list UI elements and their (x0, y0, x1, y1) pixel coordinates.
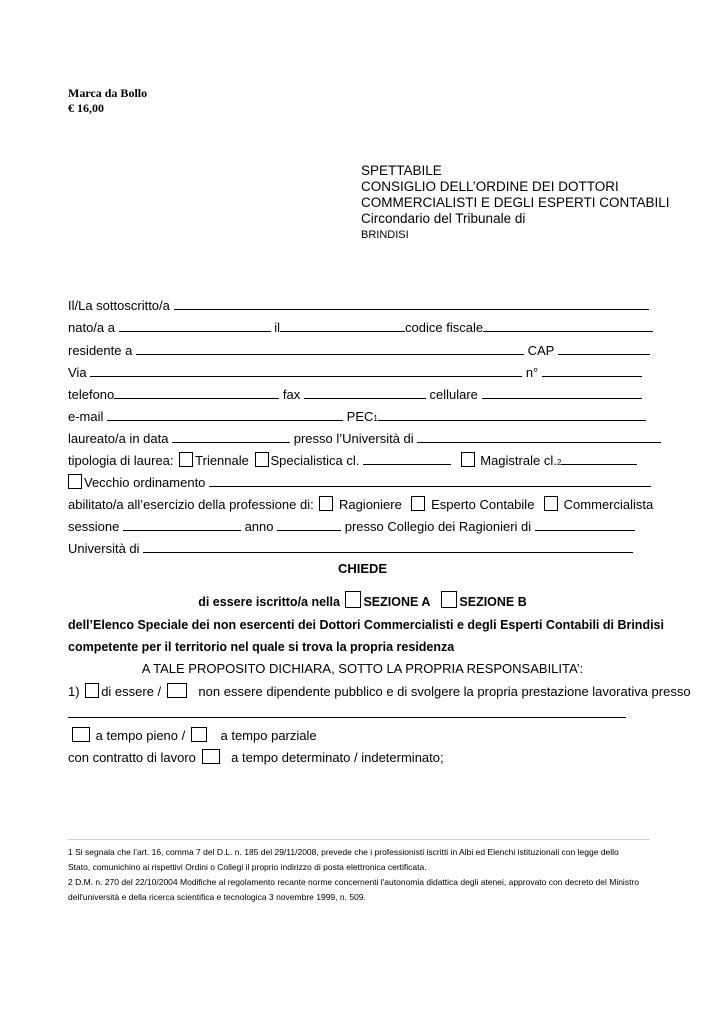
label-cellulare: cellulare (429, 387, 478, 402)
item1-number: 1) (68, 684, 80, 699)
row-sessione (68, 518, 635, 535)
elenco-line-1: dell’Elenco Speciale dei non esercenti dei Dottori Commercialisti e degli Esperti Contabili di Brindisi (68, 618, 664, 632)
label-magistrale: Magistrale cl. (480, 453, 557, 468)
field-data-laurea[interactable] (172, 430, 290, 443)
label-iscritto: di essere iscritto/a nella (198, 595, 340, 609)
label-universita-di: Università di (68, 541, 140, 556)
footnote-1-line-2: Stato, comunichino ai rispettivi Ordini o Collegi il proprio indirizzo di posta elettronica certificata. (68, 862, 427, 872)
row-tipologia (68, 452, 637, 471)
elenco-line-2: competente per il territorio nel quale si trova la propria residenza (68, 640, 455, 654)
field-data-nascita[interactable] (280, 319, 405, 332)
row-tempo (68, 727, 317, 744)
label-sottoscritto: Il/La sottoscritto/a (68, 298, 170, 313)
addressee-line-3: COMMERCIALISTI E DEGLI ESPERTI CONTABILI (361, 195, 670, 210)
field-codice-fiscale[interactable] (483, 319, 653, 332)
checkbox-essere[interactable] (85, 683, 99, 698)
row-sezione (0, 591, 725, 609)
label-contratto: con contratto di lavoro (68, 750, 196, 765)
field-luogo-nascita[interactable] (119, 319, 271, 332)
row-dipendente (68, 683, 691, 700)
row-nascita (68, 319, 653, 336)
magistrale-footnote-ref: 2 (556, 458, 562, 467)
label-via: Via (68, 365, 87, 380)
field-via[interactable] (90, 364, 522, 377)
label-commercialista: Commercialista (563, 497, 654, 512)
field-sessione[interactable] (123, 518, 241, 531)
stamp-amount: € 16,00 (68, 101, 104, 115)
row-vecchio (68, 474, 651, 491)
label-triennale: Triennale (195, 453, 249, 468)
label-sezione-b: SEZIONE B (459, 595, 527, 609)
pec-footnote-ref: 1 (373, 414, 378, 423)
field-classe-specialistica[interactable] (363, 452, 451, 465)
label-nato: nato/a a (68, 320, 115, 335)
addressee-block (361, 163, 670, 243)
field-vecchio-ordinamento[interactable] (209, 474, 651, 487)
checkbox-esperto-contabile[interactable] (411, 496, 425, 511)
field-classe-magistrale[interactable] (561, 452, 637, 465)
field-universita-laurea[interactable] (417, 430, 661, 443)
footnote-1-line-1: 1 Si segnala che l’art. 16, comma 7 del D.L. n. 185 del 29/11/2008, prevede che i professionisti iscritti in Albi ed Elenchi istituzionali con legge dello (68, 847, 619, 857)
label-presso-collegio: presso Collegio dei Ragionieri di (344, 519, 532, 534)
label-tempo-pieno: a tempo pieno / (95, 728, 186, 743)
label-codice-fiscale: codice fiscale (405, 320, 484, 335)
checkbox-magistrale[interactable] (461, 452, 475, 467)
field-telefono[interactable] (114, 386, 279, 399)
row-abilitazione (68, 496, 653, 513)
checkbox-contratto[interactable] (202, 749, 220, 764)
row-contratto (68, 749, 444, 766)
label-non-essere: non essere dipendente pubblico e di svolgere la propria prestazione lavorativa presso (198, 684, 691, 699)
label-vecchio: Vecchio ordinamento (84, 475, 206, 490)
field-email[interactable] (107, 408, 343, 421)
checkbox-ragioniere[interactable] (319, 496, 333, 511)
row-email (68, 408, 646, 427)
field-pec[interactable] (378, 408, 646, 421)
row-via (68, 364, 642, 381)
footnote-2-line-1: 2 D.M. n. 270 del 22/10/2004 Modifiche al regolamento recante norme concernenti l'autonomia didattica degli atenei, approvato con decreto del Ministro (68, 877, 639, 887)
row-universita (68, 540, 633, 557)
footnote-2-line-2: dell'università e della ricerca scientifica e tecnologica 3 novembre 1999, n. 509. (68, 892, 366, 902)
label-tempo-parziale: a tempo parziale (220, 728, 317, 743)
field-cap[interactable] (558, 342, 650, 355)
label-presso-universita: presso l’Università di (293, 431, 414, 446)
label-esperto: Esperto Contabile (431, 497, 535, 512)
addressee-city: BRINDISI (361, 229, 409, 241)
label-fax: fax (282, 387, 301, 402)
label-cap: CAP (527, 343, 555, 358)
checkbox-sezione-a[interactable] (345, 591, 361, 608)
label-abilitato: abilitato/a all’esercizio della professione di: (68, 497, 314, 512)
label-essere: di essere / (101, 684, 162, 699)
field-residenza[interactable] (136, 342, 524, 355)
checkbox-non-essere[interactable] (167, 683, 187, 698)
checkbox-tempo-pieno[interactable] (72, 727, 90, 742)
checkbox-sezione-b[interactable] (441, 591, 457, 608)
checkbox-vecchio-ordinamento[interactable] (68, 474, 82, 489)
label-laureato: laureato/a in data (68, 431, 169, 446)
footnote-divider (68, 839, 650, 840)
checkbox-commercialista[interactable] (544, 496, 558, 511)
row-residenza (68, 342, 650, 359)
label-residente: residente a (68, 343, 133, 358)
field-universita-abilitazione[interactable] (143, 540, 633, 553)
chiede-heading: CHIEDE (337, 561, 388, 576)
checkbox-triennale[interactable] (179, 452, 193, 467)
label-sezione-a: SEZIONE A (363, 595, 430, 609)
addressee-line-4: Circondario del Tribunale di (361, 211, 526, 226)
stamp-block (68, 86, 147, 116)
field-collegio[interactable] (535, 518, 635, 531)
addressee-line-2: CONSIGLIO DELL’ORDINE DEI DOTTORI (361, 179, 619, 194)
field-fax[interactable] (304, 386, 426, 399)
checkbox-specialistica[interactable] (255, 452, 269, 467)
label-pec: PEC (346, 409, 374, 424)
label-specialistica: Specialistica cl. (270, 453, 360, 468)
addressee-line-1: SPETTABILE (361, 163, 442, 178)
label-numero: n° (525, 365, 539, 380)
row-contatti (68, 386, 642, 403)
row-laurea (68, 430, 661, 447)
label-determinato: a tempo determinato / indeterminato; (231, 750, 444, 765)
checkbox-tempo-parziale[interactable] (191, 727, 207, 742)
field-cellulare[interactable] (482, 386, 642, 399)
field-numero[interactable] (542, 364, 642, 377)
row-sottoscritto (68, 297, 649, 314)
label-telefono: telefono (68, 387, 115, 402)
label-anno: anno (244, 519, 274, 534)
stamp-label: Marca da Bollo (68, 86, 148, 100)
label-sessione: sessione (68, 519, 120, 534)
label-il: il (274, 320, 281, 335)
field-datore-lavoro[interactable] (68, 717, 626, 718)
label-tipologia: tipologia di laurea: (68, 453, 174, 468)
field-sottoscritto[interactable] (174, 297, 649, 310)
label-email: e-mail (68, 409, 104, 424)
label-ragioniere: Ragioniere (338, 497, 402, 512)
field-anno[interactable] (277, 518, 341, 531)
dichiara-heading: A TALE PROPOSITO DICHIARA, SOTTO LA PROPRIA RESPONSABILITA’: (141, 661, 584, 676)
